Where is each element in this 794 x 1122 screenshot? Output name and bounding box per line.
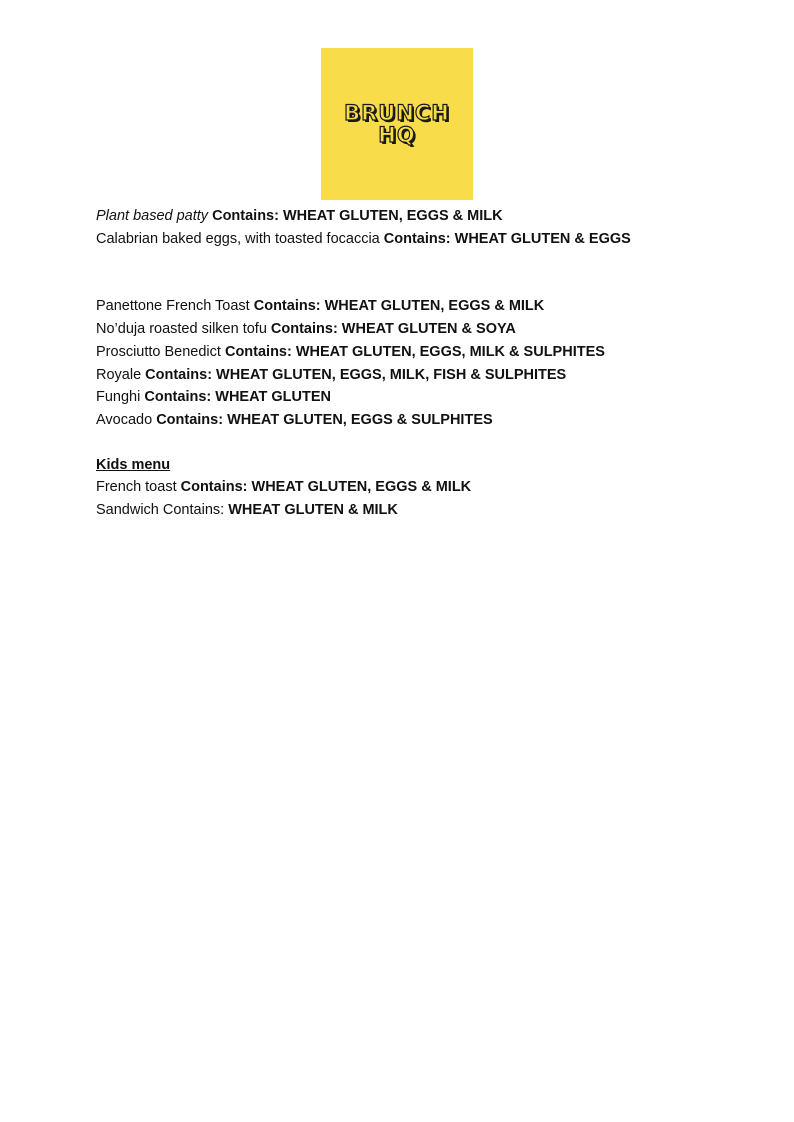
menu-item-allergens: Contains: WHEAT GLUTEN, EGGS & MILK	[180, 479, 472, 496]
menu-item-kids-french-toast	[96, 476, 736, 499]
menu-item-allergens: Contains: WHEAT GLUTEN, EGGS & MILK	[253, 298, 545, 315]
menu-item-name: Sandwich Contains:	[96, 502, 225, 519]
allergen-list	[96, 205, 736, 522]
kids-menu-heading: Kids menu	[96, 456, 171, 473]
menu-item-allergens: Contains: WHEAT GLUTEN, EGGS, MILK & SULPHITES	[224, 343, 605, 360]
menu-item-panettone-french-toast	[96, 295, 736, 318]
menu-item-name: French toast	[96, 479, 177, 496]
menu-item-allergens: Contains: WHEAT GLUTEN & SOYA	[270, 321, 516, 338]
menu-item-allergens: Contains: WHEAT GLUTEN	[144, 389, 331, 406]
menu-item-name: Royale	[96, 366, 142, 383]
menu-item-plant-based-patty	[96, 205, 736, 228]
menu-item-nduja-tofu	[96, 318, 736, 341]
menu-item-name: Funghi	[96, 389, 141, 406]
menu-item-kids-sandwich	[96, 499, 736, 522]
menu-item-funghi	[96, 386, 736, 409]
logo-text-brunch: BRUNCH	[344, 101, 450, 125]
menu-item-name: Calabrian baked eggs, with toasted focaccia	[96, 230, 384, 247]
menu-item-calabrian-baked-eggs	[96, 228, 736, 251]
brunch-hq-logo	[321, 48, 473, 200]
menu-item-name: No’duja roasted silken tofu	[96, 321, 267, 338]
section-spacer	[96, 250, 736, 295]
menu-item-allergens: WHEAT GLUTEN & MILK	[228, 502, 398, 519]
menu-item-name: Prosciutto Benedict	[96, 343, 221, 360]
menu-item-royale	[96, 364, 736, 387]
menu-item-name: Panettone French Toast	[96, 298, 250, 315]
menu-item-name: Plant based patty	[96, 208, 209, 224]
section-spacer	[96, 432, 736, 454]
menu-item-allergens: Contains: WHEAT GLUTEN, EGGS & SULPHITES	[156, 411, 493, 428]
menu-item-avocado	[96, 409, 736, 432]
menu-item-name: Avocado	[96, 411, 153, 428]
menu-item-allergens: Contains: WHEAT GLUTEN & EGGS	[383, 230, 631, 247]
menu-item-allergens: Contains: WHEAT GLUTEN, EGGS, MILK, FISH & SULPHITES	[145, 366, 567, 383]
logo-text-hq: HQ	[378, 123, 416, 147]
menu-item-prosciutto-benedict	[96, 341, 736, 364]
menu-item-allergens: Contains: WHEAT GLUTEN, EGGS & MILK	[212, 208, 503, 224]
